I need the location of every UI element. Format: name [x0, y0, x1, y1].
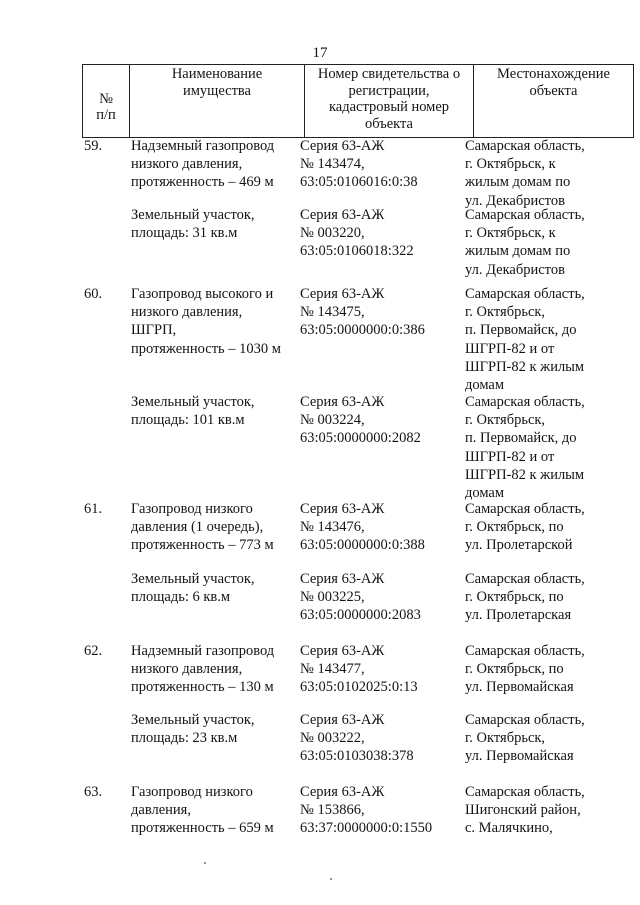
- row-location: Самарская область, г. Октябрьск, к жилым домам по ул. Декабристов: [465, 138, 585, 209]
- header-col-registration-label: Номер свидетельства о регистрации, кадастровый номер объекта: [317, 66, 461, 132]
- row-location: Самарская область, г. Октябрьск, по ул. Пролетарской: [465, 501, 585, 554]
- scan-speck: [330, 878, 332, 880]
- row-location: Самарская область, г. Октябрьск, ул. Первомайская: [465, 712, 585, 765]
- row-property-name: Газопровод низкого давления, протяженность – 659 м: [131, 784, 274, 837]
- row-number: 59.: [84, 138, 103, 154]
- row-location: Самарская область, г. Октябрьск, п. Первомайск, до ШГРП-82 и от ШГРП-82 к жилым домам: [465, 394, 585, 502]
- row-location: Самарская область, г. Октябрьск, по ул. Первомайская: [465, 643, 585, 696]
- row-location: Самарская область, Шигонский район, с. Малячкино,: [465, 784, 585, 837]
- row-number: 62.: [84, 643, 103, 659]
- row-registration: Серия 63-АЖ № 003222, 63:05:0103038:378: [300, 712, 414, 765]
- row-number: 63.: [84, 784, 103, 800]
- row-registration: Серия 63-АЖ № 003225, 63:05:0000000:2083: [300, 571, 421, 624]
- row-number: 60.: [84, 286, 103, 302]
- row-property-name: Земельный участок, площадь: 31 кв.м: [131, 207, 255, 242]
- row-property-name: Надземный газопровод низкого давления, протяженность – 130 м: [131, 643, 275, 696]
- row-registration: Серия 63-АЖ № 143474, 63:05:0106016:0:38: [300, 138, 418, 191]
- row-registration: Серия 63-АЖ № 003224, 63:05:0000000:2082: [300, 394, 421, 447]
- row-location: Самарская область, г. Октябрьск, по ул. Пролетарская: [465, 571, 585, 624]
- row-registration: Серия 63-АЖ № 143475, 63:05:0000000:0:386: [300, 286, 425, 339]
- header-col-location-label: Местонахождение объекта: [497, 66, 610, 99]
- row-number: 61.: [84, 501, 103, 517]
- row-property-name: Газопровод низкого давления (1 очередь), протяженность – 773 м: [131, 501, 274, 554]
- row-registration: Серия 63-АЖ № 143477, 63:05:0102025:0:13: [300, 643, 418, 696]
- row-location: Самарская область, г. Октябрьск, к жилым домам по ул. Декабристов: [465, 207, 585, 278]
- row-property-name: Земельный участок, площадь: 101 кв.м: [131, 394, 255, 429]
- row-property-name: Газопровод высокого и низкого давления, ШГРП, протяженность – 1030 м: [131, 286, 281, 357]
- row-location: Самарская область, г. Октябрьск, п. Первомайск, до ШГРП-82 и от ШГРП-82 к жилым домам: [465, 286, 585, 394]
- row-property-name: Земельный участок, площадь: 23 кв.м: [131, 712, 255, 747]
- row-property-name: Надземный газопровод низкого давления, протяженность – 469 м: [131, 138, 275, 191]
- row-registration: Серия 63-АЖ № 143476, 63:05:0000000:0:388: [300, 501, 425, 554]
- header-col-number-label: № п/п: [96, 90, 116, 123]
- header-col-name-label: Наименование имущества: [171, 66, 263, 99]
- row-registration: Серия 63-АЖ № 153866, 63:37:0000000:0:1550: [300, 784, 433, 837]
- page-number: 17: [312, 45, 328, 61]
- row-registration: Серия 63-АЖ № 003220, 63:05:0106018:322: [300, 207, 414, 260]
- row-property-name: Земельный участок, площадь: 6 кв.м: [131, 571, 255, 606]
- scan-speck: [204, 862, 206, 864]
